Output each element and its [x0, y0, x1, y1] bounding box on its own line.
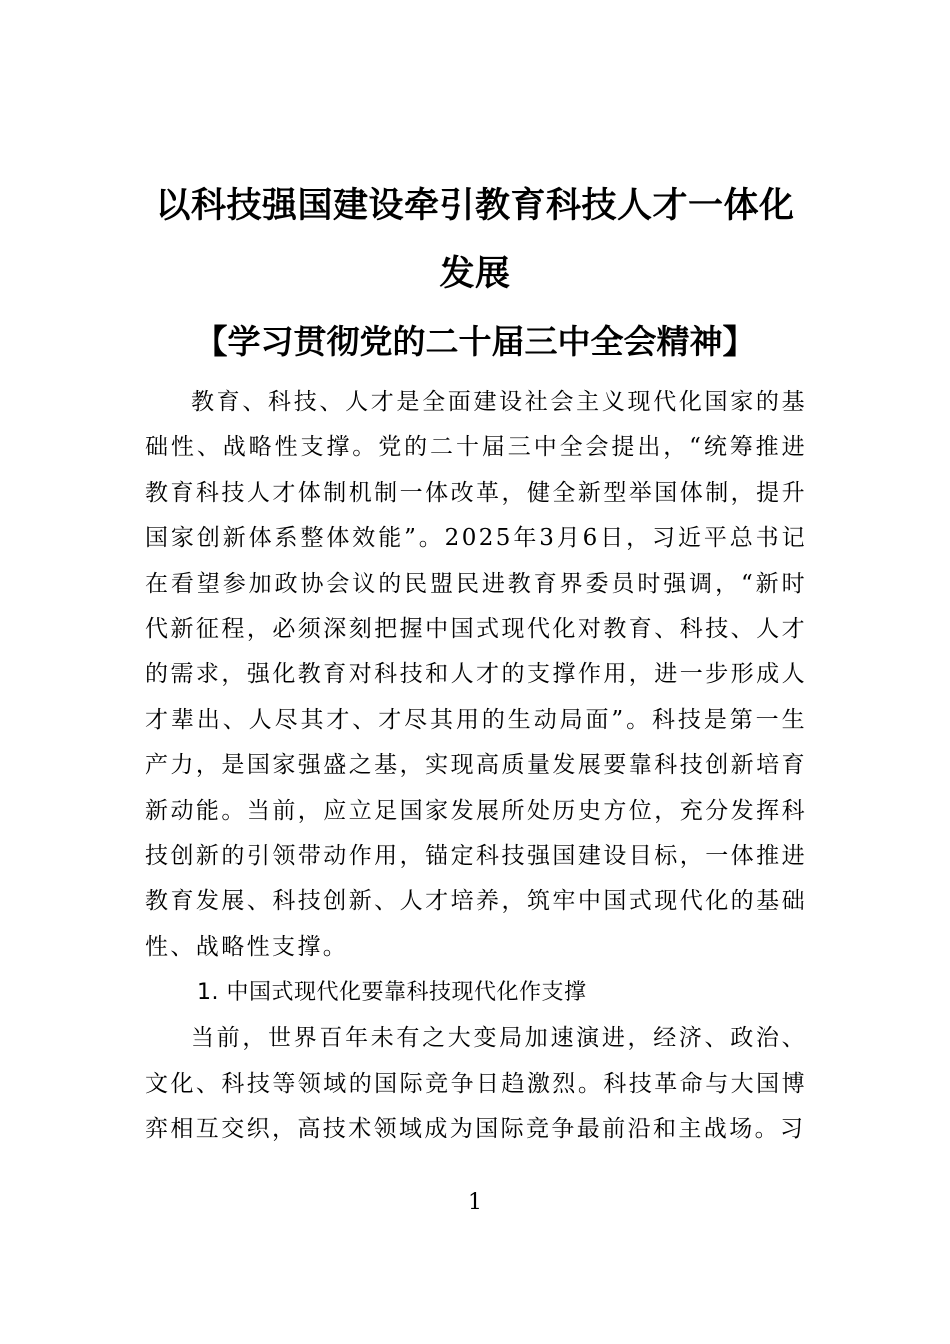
document-body	[145, 380, 807, 1153]
page-number: 1	[468, 1190, 482, 1215]
document-title-line-2: 发展	[439, 253, 511, 294]
section-paragraph: 当前，世界百年未有之大变局加速演进，经济、政治、文化、科技等领域的国际竞争日趋激烈。科技革命与大国博弈相互交织，高技术领域成为国际竞争最前沿和主战场。习	[145, 1025, 807, 1143]
document-title-line-1: 以科技强国建设牵引教育科技人才一体化	[155, 185, 795, 226]
intro-paragraph: 教育、科技、人才是全面建设社会主义现代化国家的基础性、战略性支撑。党的二十届三中全会提出，“统筹推进教育科技人才体制机制一体改革，健全新型举国体制，提升国家创新体系整体效能”。2025年3月6日，习近平总书记在看望参加政协会议的民盟民进教育界委员时强调，“新时代新征程，必须深刻把握中国式现代化对教育、科技、人才的需求，强化教育对科技和人才的支撑作用，进一步形成人才辈出、人尽其才、才尽其用的生动局面”。科技是第一生产力，是国家强盛之基，实现高质量发展要靠科技创新培育新动能。当前，应立足国家发展所处历史方位，充分发挥科技创新的引领带动作用，锚定科技强国建设目标，一体推进教育发展、科技创新、人才培养，筑牢中国式现代化的基础性、战略性支撑。	[145, 389, 807, 960]
section-heading: 1. 中国式现代化要靠科技现代化作支撑	[197, 980, 587, 1006]
document-subtitle: 【学习贯彻党的二十届三中全会精神】	[194, 322, 756, 361]
title-block	[120, 172, 830, 376]
